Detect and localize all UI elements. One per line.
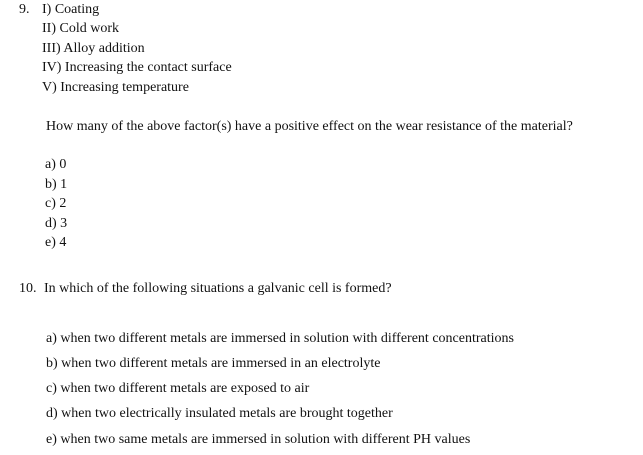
answer-option: b) 1 (45, 177, 68, 192)
answer-option: a) 0 (45, 157, 67, 172)
answer-option: e) 4 (45, 235, 67, 250)
answer-option: b) when two different metals are immersed in an electrolyte (46, 356, 381, 371)
answer-option: d) 3 (45, 216, 68, 231)
answer-option: c) 2 (45, 196, 67, 211)
factor-item: V) Increasing temperature (42, 80, 189, 95)
question-prompt: How many of the above factor(s) have a positive effect on the wear resistance of the material? (46, 119, 573, 134)
question-number: 10. (19, 281, 37, 296)
answer-option: c) when two different metals are exposed to air (46, 381, 310, 396)
factor-item: III) Alloy addition (42, 41, 145, 56)
factor-item: I) Coating (42, 2, 100, 17)
answer-option: d) when two electrically insulated metals are brought together (46, 406, 393, 421)
question-prompt: In which of the following situations a galvanic cell is formed? (44, 281, 392, 296)
answer-option: a) when two different metals are immersed in solution with different concentrations (46, 331, 514, 346)
question-number: 9. (19, 2, 30, 17)
answer-option: e) when two same metals are immersed in solution with different PH values (46, 432, 471, 447)
factor-item: II) Cold work (42, 21, 119, 36)
factor-item: IV) Increasing the contact surface (42, 60, 232, 75)
